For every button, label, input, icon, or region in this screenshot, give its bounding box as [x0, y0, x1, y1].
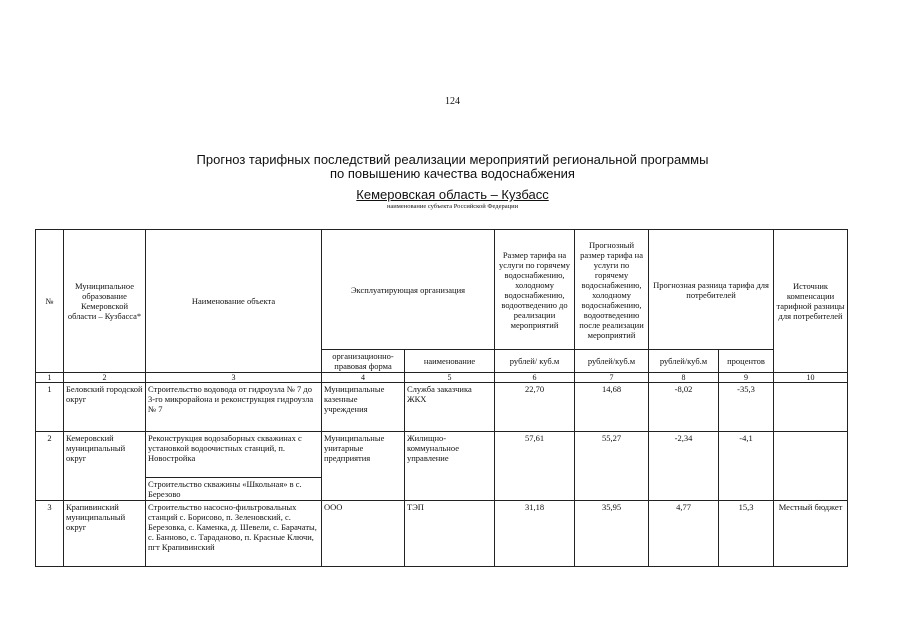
- header-unit-diff-rub: рублей/куб.м: [649, 350, 719, 373]
- header-org-name: наименование: [405, 350, 495, 373]
- row-municipality: Крапивинский муниципальный округ: [64, 501, 146, 567]
- row-no: 1: [36, 383, 64, 432]
- column-index: 2: [64, 373, 146, 383]
- row-org-name: Служба заказчика ЖКХ: [405, 383, 495, 432]
- table-row: [36, 501, 848, 567]
- header-org-form: организационно-правовая форма: [322, 350, 405, 373]
- column-index: 10: [774, 373, 848, 383]
- header-unit-after: рублей/куб.м: [575, 350, 649, 373]
- row-object: Реконструкция водозаборных скважинах с установкой водоочистных станций, п. Новостройка: [146, 432, 322, 478]
- row-tariff-after: 14,68: [575, 383, 649, 432]
- row-municipality: Кемеровский муниципальный округ: [64, 432, 146, 501]
- tariff-forecast-table: [35, 229, 848, 567]
- table-row: [36, 383, 848, 432]
- row-diff-pct: 15,3: [719, 501, 774, 567]
- row-diff-rub: -8,02: [649, 383, 719, 432]
- row-org-form: Муниципальные казенные учреждения: [322, 383, 405, 432]
- title-line-1: Прогноз тарифных последствий реализации мероприятий региональной программы: [196, 152, 709, 167]
- header-tariff-after: Прогнозный размер тарифа на услуги по горячему водоснабжению, холодному водоснабжению, водоотведению после реализации мероприятий: [575, 230, 649, 350]
- row-tariff-after: 55,27: [575, 432, 649, 501]
- row-diff-pct: -4,1: [719, 432, 774, 501]
- column-index: 7: [575, 373, 649, 383]
- header-operator: Эксплуатирующая организация: [322, 230, 495, 350]
- column-index-row: [36, 373, 848, 383]
- header-tariff-diff: Прогнозная разница тарифа для потребителей: [649, 230, 774, 350]
- column-index: 6: [495, 373, 575, 383]
- row-org-name: ТЭП: [405, 501, 495, 567]
- header-source: Источник компенсации тарифной разницы для потребителей: [774, 230, 848, 373]
- column-index: 5: [405, 373, 495, 383]
- row-no: 2: [36, 432, 64, 501]
- region-name: [0, 187, 905, 202]
- row-org-name: Жилищно-коммунальное управление: [405, 432, 495, 501]
- title-line-2: по повышению качества водоснабжения: [330, 166, 575, 181]
- row-tariff-before: 31,18: [495, 501, 575, 567]
- column-index: 3: [146, 373, 322, 383]
- row-tariff-before: 57,61: [495, 432, 575, 501]
- row-no: 3: [36, 501, 64, 567]
- row-diff-rub: 4,77: [649, 501, 719, 567]
- header-unit-before: рублей/ куб.м: [495, 350, 575, 373]
- row-diff-pct: -35,3: [719, 383, 774, 432]
- document-title: [0, 153, 905, 181]
- row-object: Строительство скважины «Школьная» в с. Березово: [146, 478, 322, 501]
- row-org-form: Муниципальные унитарные предприятия: [322, 432, 405, 501]
- page-number: 124: [445, 96, 460, 107]
- row-object: Строительство водовода от гидроузла № 7 до 3-го микрорайона и реконструкция гидроузла № 7: [146, 383, 322, 432]
- column-index: 8: [649, 373, 719, 383]
- row-tariff-before: 22,70: [495, 383, 575, 432]
- row-municipality: Беловский городской округ: [64, 383, 146, 432]
- region-name-text: Кемеровская область – Кузбасс: [356, 187, 549, 202]
- row-source: [774, 432, 848, 501]
- header-municipality: Муниципальное образование Кемеровской области – Кузбасса*: [64, 230, 146, 373]
- table-row: [36, 432, 848, 478]
- column-index: 4: [322, 373, 405, 383]
- header-no: №: [36, 230, 64, 373]
- column-index: 1: [36, 373, 64, 383]
- row-diff-rub: -2,34: [649, 432, 719, 501]
- header-object: Наименование объекта: [146, 230, 322, 373]
- header-tariff-before: Размер тарифа на услуги по горячему водоснабжению, холодному водоснабжению, водоотведению до реализации мероприятий: [495, 230, 575, 350]
- row-source: Местный бюджет: [774, 501, 848, 567]
- header-unit-diff-pct: процентов: [719, 350, 774, 373]
- region-caption: наименование субъекта Российской Федерации: [386, 203, 519, 210]
- row-object: Строительство насосно-фильтровальных станций с. Борисово, п. Зеленовский, с. Березовка, с. Каменка, д. Шевели, с. Барачаты, с. Банново, с. Тараданово, п. Красные Ключи, пгт Крапивинский: [146, 501, 322, 567]
- column-index: 9: [719, 373, 774, 383]
- row-org-form: ООО: [322, 501, 405, 567]
- row-source: [774, 383, 848, 432]
- row-tariff-after: 35,95: [575, 501, 649, 567]
